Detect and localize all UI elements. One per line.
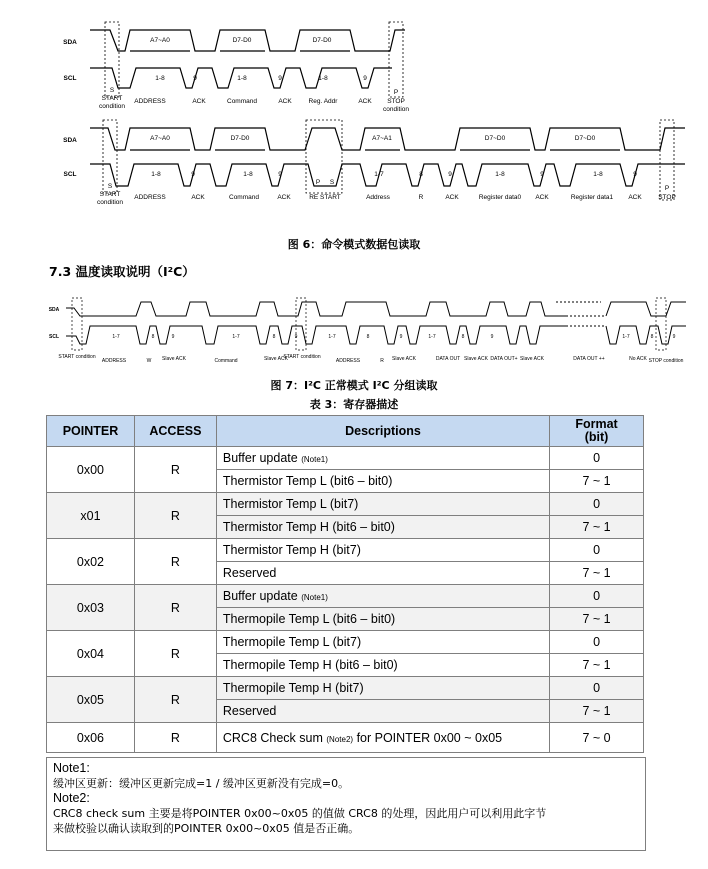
timing-diagram-2: [60, 118, 690, 210]
sda-label: SDA: [48, 307, 60, 313]
format-cell: 0: [550, 539, 644, 562]
bottom-label: Slave ACK: [264, 356, 288, 362]
format-cell: 0: [550, 585, 644, 608]
register-table: [46, 415, 644, 753]
bottom-label: ACK: [277, 194, 291, 201]
format-cell: 7 ~ 1: [550, 654, 644, 677]
bottom-label: ADDRESS: [134, 194, 166, 201]
scl-field: 1-8: [155, 75, 165, 82]
format-cell: 0: [550, 447, 644, 470]
scl-field: 9: [540, 171, 544, 178]
bottom-label: Command: [227, 98, 257, 105]
bottom-label: Register data1: [570, 194, 614, 201]
scl-field: 9: [363, 75, 367, 82]
scl-field: 9: [193, 75, 197, 82]
access-cell: R: [134, 539, 216, 585]
notes-box: [46, 757, 646, 851]
pointer-cell: 0x04: [47, 631, 135, 677]
scl-field: 9: [672, 334, 676, 340]
access-cell: R: [134, 493, 216, 539]
bottom-label: R: [380, 358, 384, 364]
sda-field: D7~D0: [574, 135, 596, 142]
scl-field: 1-7: [232, 334, 240, 340]
description-cell: [216, 585, 549, 608]
description-text: Buffer update: [222, 451, 298, 465]
restart-marker: P: [315, 179, 321, 186]
pointer-cell: 0x03: [47, 585, 135, 631]
scl-field: 9: [278, 75, 282, 82]
bottom-label: Address: [366, 194, 390, 201]
scl-field: 8: [151, 334, 155, 340]
table-row: [47, 585, 644, 608]
start-text: condition: [98, 103, 126, 110]
description-text: Thermopile Temp L (bit6 – bit0): [222, 612, 396, 626]
description-text: Reserved: [222, 566, 277, 580]
description-text: Thermistor Temp H (bit6 – bit0): [222, 520, 395, 534]
bottom-label: ACK: [192, 98, 206, 105]
description-text: Buffer update: [222, 589, 298, 603]
access-cell: R: [134, 585, 216, 631]
stop-marker: P: [393, 89, 399, 96]
description-cell: [216, 677, 549, 700]
table-row: [47, 677, 644, 700]
note1-text: 缓冲区更新：缓冲区更新完成=1 / 缓冲区更新没有完成=0。: [53, 777, 350, 790]
section-heading: 7.3 温度读取说明（I²C）: [49, 264, 195, 279]
timing-diagram-1: [60, 20, 660, 118]
bottom-label: ACK: [628, 194, 642, 201]
description-cell: [216, 723, 549, 753]
description-cell: [216, 654, 549, 677]
stop-text: condition: [382, 106, 410, 113]
description-text: Reserved: [222, 704, 277, 718]
scl-field: 1-7: [112, 334, 120, 340]
figure-6-caption: 图 6：命令模式数据包读取: [287, 238, 421, 251]
format-cell: 7 ~ 0: [550, 723, 644, 753]
note-reference: (Note1): [301, 593, 328, 602]
bottom-label: No ACK: [629, 356, 647, 362]
scl-field: 9: [490, 334, 494, 340]
restart-marker: S: [329, 179, 335, 186]
scl-label: SCL: [49, 334, 59, 340]
start-marker: S: [107, 183, 113, 190]
bottom-label: W: [146, 358, 152, 364]
figure-7-caption: 图 7：I²C 正常模式 I²C 分组读取: [270, 379, 438, 392]
format-cell: 7 ~ 1: [550, 700, 644, 723]
description-cell: [216, 562, 549, 585]
scl-field: 1-8: [237, 75, 247, 82]
format-cell: 0: [550, 493, 644, 516]
note1-title: Note1:: [53, 761, 90, 775]
sda-field: D7-D0: [232, 37, 252, 44]
sda-field: A7~A0: [150, 135, 170, 142]
note2-text: 来做校验以确认读取到的POINTER 0x00~0x05 值是否正确。: [53, 822, 360, 835]
bottom-label: Command: [214, 358, 238, 364]
scl-field: 9: [191, 171, 195, 178]
scl-field: 8: [419, 171, 423, 178]
bottom-label: ACK: [535, 194, 549, 201]
bottom-label: ACK: [191, 194, 205, 201]
bottom-label: Slave ACK: [520, 356, 544, 362]
pointer-cell: x01: [47, 493, 135, 539]
bottom-label: Command: [229, 194, 259, 201]
sda-label: SDA: [63, 137, 77, 144]
scl-field: 1-8: [243, 171, 253, 178]
bottom-label: R: [418, 194, 424, 201]
bottom-label: RE START: [309, 194, 341, 201]
stop-text: STOP: [387, 98, 405, 105]
note2-text: CRC8 check sum 主要是将POINTER 0x00~0x05 的值做 CRC8 的处理，因此用户可以利用此字节: [53, 807, 547, 820]
bottom-label: Register data0: [478, 194, 522, 201]
access-cell: R: [134, 631, 216, 677]
scl-field: 8: [366, 334, 370, 340]
table-row: [47, 723, 644, 753]
format-cell: 7 ~ 1: [550, 516, 644, 539]
format-cell: 7 ~ 1: [550, 608, 644, 631]
sda-field: D7-D0: [312, 37, 332, 44]
bottom-label: ACK: [358, 98, 372, 105]
table-row: [47, 539, 644, 562]
description-cell: [216, 608, 549, 631]
description-cell: [216, 470, 549, 493]
description-text: CRC8 Check sum: [222, 730, 323, 745]
note2-title: Note2:: [53, 791, 90, 805]
scl-field: 1-8: [593, 171, 603, 178]
table-row: [47, 631, 644, 654]
description-cell: [216, 631, 549, 654]
scl-field: 1-8: [495, 171, 505, 178]
scl-field: 9: [278, 171, 282, 178]
scl-field: 1-7: [428, 334, 436, 340]
scl-field: 1-7: [622, 334, 630, 340]
pointer-cell: 0x00: [47, 447, 135, 493]
format-cell: 0: [550, 631, 644, 654]
description-cell: [216, 493, 549, 516]
table-3-caption: 表 3：寄存器描述: [309, 398, 399, 411]
bottom-label: Reg. Addr: [308, 98, 338, 105]
sda-field: D7-D0: [230, 135, 250, 142]
table-header-row: [47, 416, 644, 447]
scl-field: 9: [294, 334, 298, 340]
description-text: Thermistor Temp L (bit7): [222, 497, 359, 511]
header-format: Format (bit): [550, 416, 644, 447]
bottom-label: ADDRESS: [134, 98, 166, 105]
pointer-cell: 0x05: [47, 677, 135, 723]
description-text-suffix: for POINTER 0x00 ~ 0x05: [356, 730, 503, 745]
bottom-label: Slave ACK: [464, 356, 488, 362]
scl-label: SCL: [63, 75, 77, 82]
timing-diagram-3: [46, 296, 686, 372]
note-reference: (Note1): [301, 455, 328, 464]
access-cell: R: [134, 677, 216, 723]
scl-field: 9: [399, 334, 403, 340]
bottom-label: START condition: [283, 354, 321, 360]
bottom-label: DATA OUT ++: [573, 356, 605, 362]
format-cell: 0: [550, 677, 644, 700]
table-row: [47, 447, 644, 470]
scl-field: 9: [171, 334, 175, 340]
scl-label: SCL: [63, 171, 77, 178]
bottom-label: Slave ACK: [392, 356, 416, 362]
scl-field: 1-8: [151, 171, 161, 178]
format-cell: 7 ~ 1: [550, 470, 644, 493]
scl-field: 1-7: [328, 334, 336, 340]
description-text: Thermistor Temp L (bit6 – bit0): [222, 474, 393, 488]
start-text: START: [101, 95, 123, 102]
bottom-label: Slave ACK: [162, 356, 186, 362]
description-cell: [216, 447, 549, 470]
description-text: Thermistor Temp H (bit7): [222, 543, 361, 557]
bottom-label: DATA OUT: [435, 356, 461, 362]
description-cell: [216, 539, 549, 562]
sda-label: SDA: [63, 39, 77, 46]
scl-field: 8: [461, 334, 465, 340]
pointer-cell: 0x06: [47, 723, 135, 753]
sda-field: D7~D0: [484, 135, 506, 142]
start-marker: S: [109, 87, 115, 94]
access-cell: R: [134, 447, 216, 493]
start-text: condition: [96, 199, 124, 206]
scl-field: 1-7: [374, 171, 384, 178]
scl-field: 9: [448, 171, 452, 178]
access-cell: R: [134, 723, 216, 753]
description-cell: [216, 516, 549, 539]
bottom-label: ADDRESS: [335, 358, 361, 364]
stop-marker: P: [664, 185, 670, 192]
bottom-label: START condition: [58, 354, 96, 360]
bottom-label: STOP condition: [648, 358, 684, 364]
header-access: ACCESS: [134, 416, 216, 447]
sda-field: A7~A0: [150, 37, 170, 44]
bottom-label: ACK: [445, 194, 459, 201]
table-row: [47, 493, 644, 516]
header-pointer: POINTER: [47, 416, 135, 447]
start-text: START: [99, 191, 121, 198]
scl-field: 9: [633, 171, 637, 178]
note-reference: (Note2): [326, 734, 354, 744]
scl-field: 8: [272, 334, 276, 340]
format-cell: 7 ~ 1: [550, 562, 644, 585]
header-descriptions: Descriptions: [216, 416, 549, 447]
description-cell: [216, 700, 549, 723]
sda-field: A7~A1: [372, 135, 392, 142]
description-text: Thermopile Temp H (bit7): [222, 681, 364, 695]
bottom-label: ACK: [278, 98, 292, 105]
pointer-cell: 0x02: [47, 539, 135, 585]
bottom-label: STOP: [658, 194, 676, 201]
description-text: Thermopile Temp L (bit7): [222, 635, 362, 649]
bottom-label: DATA OUT+: [490, 356, 518, 362]
description-text: Thermopile Temp H (bit6 – bit0): [222, 658, 398, 672]
scl-field: 1-8: [318, 75, 328, 82]
bottom-label: ADDRESS: [101, 358, 127, 364]
scl-field: 8: [650, 334, 654, 340]
